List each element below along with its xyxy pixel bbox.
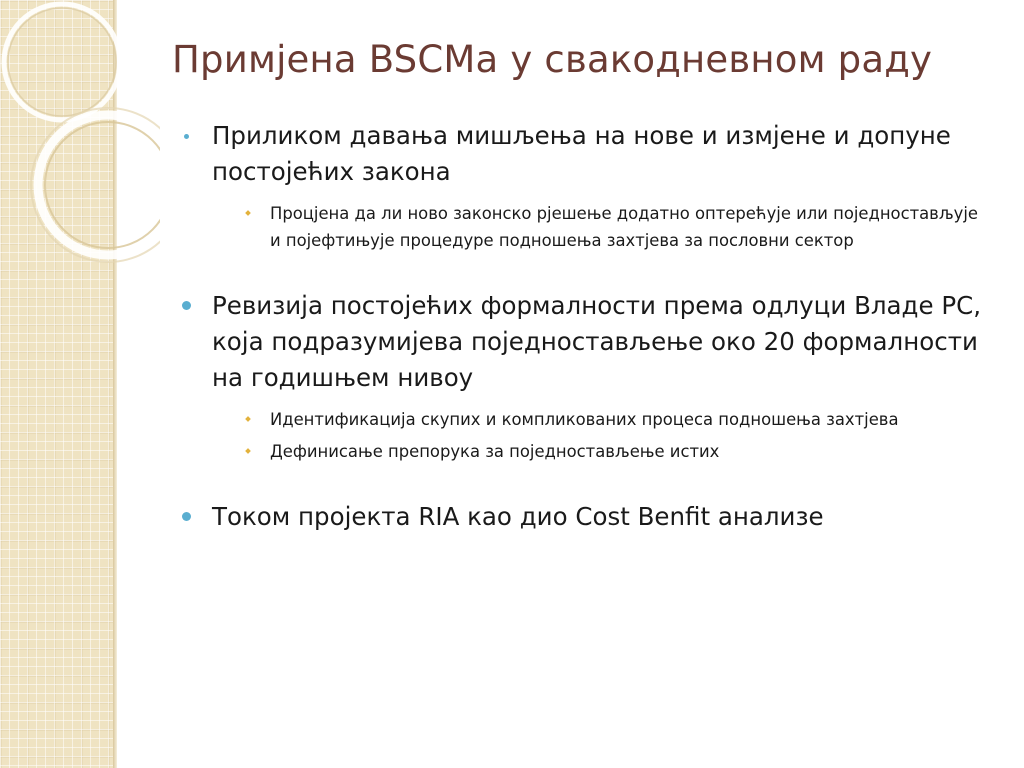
- sub-list-item: [242, 406, 992, 433]
- bullet-list: [182, 118, 992, 535]
- slide-title: Примјена BSCMa у свакодневном раду: [172, 38, 933, 81]
- bullet-dot-icon: [182, 512, 191, 521]
- list-item: [182, 288, 992, 396]
- bullet-dot-icon: [182, 301, 191, 310]
- sub-list-item-text: Процјена да ли ново законско рјешење додатно оптерећује или поједностављује и појефтињује процедуре подношења захтјева за пословни сектор: [270, 204, 978, 250]
- sub-list-item: [242, 438, 992, 465]
- sub-list-item-text: Идентификација скупих и компликованих процеса подношења захтјева: [270, 410, 899, 429]
- list-item-text: Приликом давања мишљења на нове и измјене и допуне постојећих закона: [212, 121, 951, 186]
- decorative-rings-icon: [0, 0, 160, 320]
- list-item-text: Током пројекта RIA као дио Cost Benfit анализе: [212, 502, 824, 531]
- list-item: [182, 499, 992, 535]
- sub-list-item: [242, 200, 992, 254]
- list-item-text: Ревизија постојећих формалности према одлуци Владе РС, која подразумијева поједностављење око 20 формалности на годишњем нивоу: [212, 291, 982, 392]
- list-item: [182, 118, 992, 190]
- sub-bullet-icon: [245, 416, 251, 422]
- sub-bullet-icon: [245, 210, 251, 216]
- bullet-dot-icon: [184, 134, 189, 139]
- sub-bullet-icon: [245, 448, 251, 454]
- sub-list-item-text: Дефинисање препорука за поједностављење истих: [270, 442, 720, 461]
